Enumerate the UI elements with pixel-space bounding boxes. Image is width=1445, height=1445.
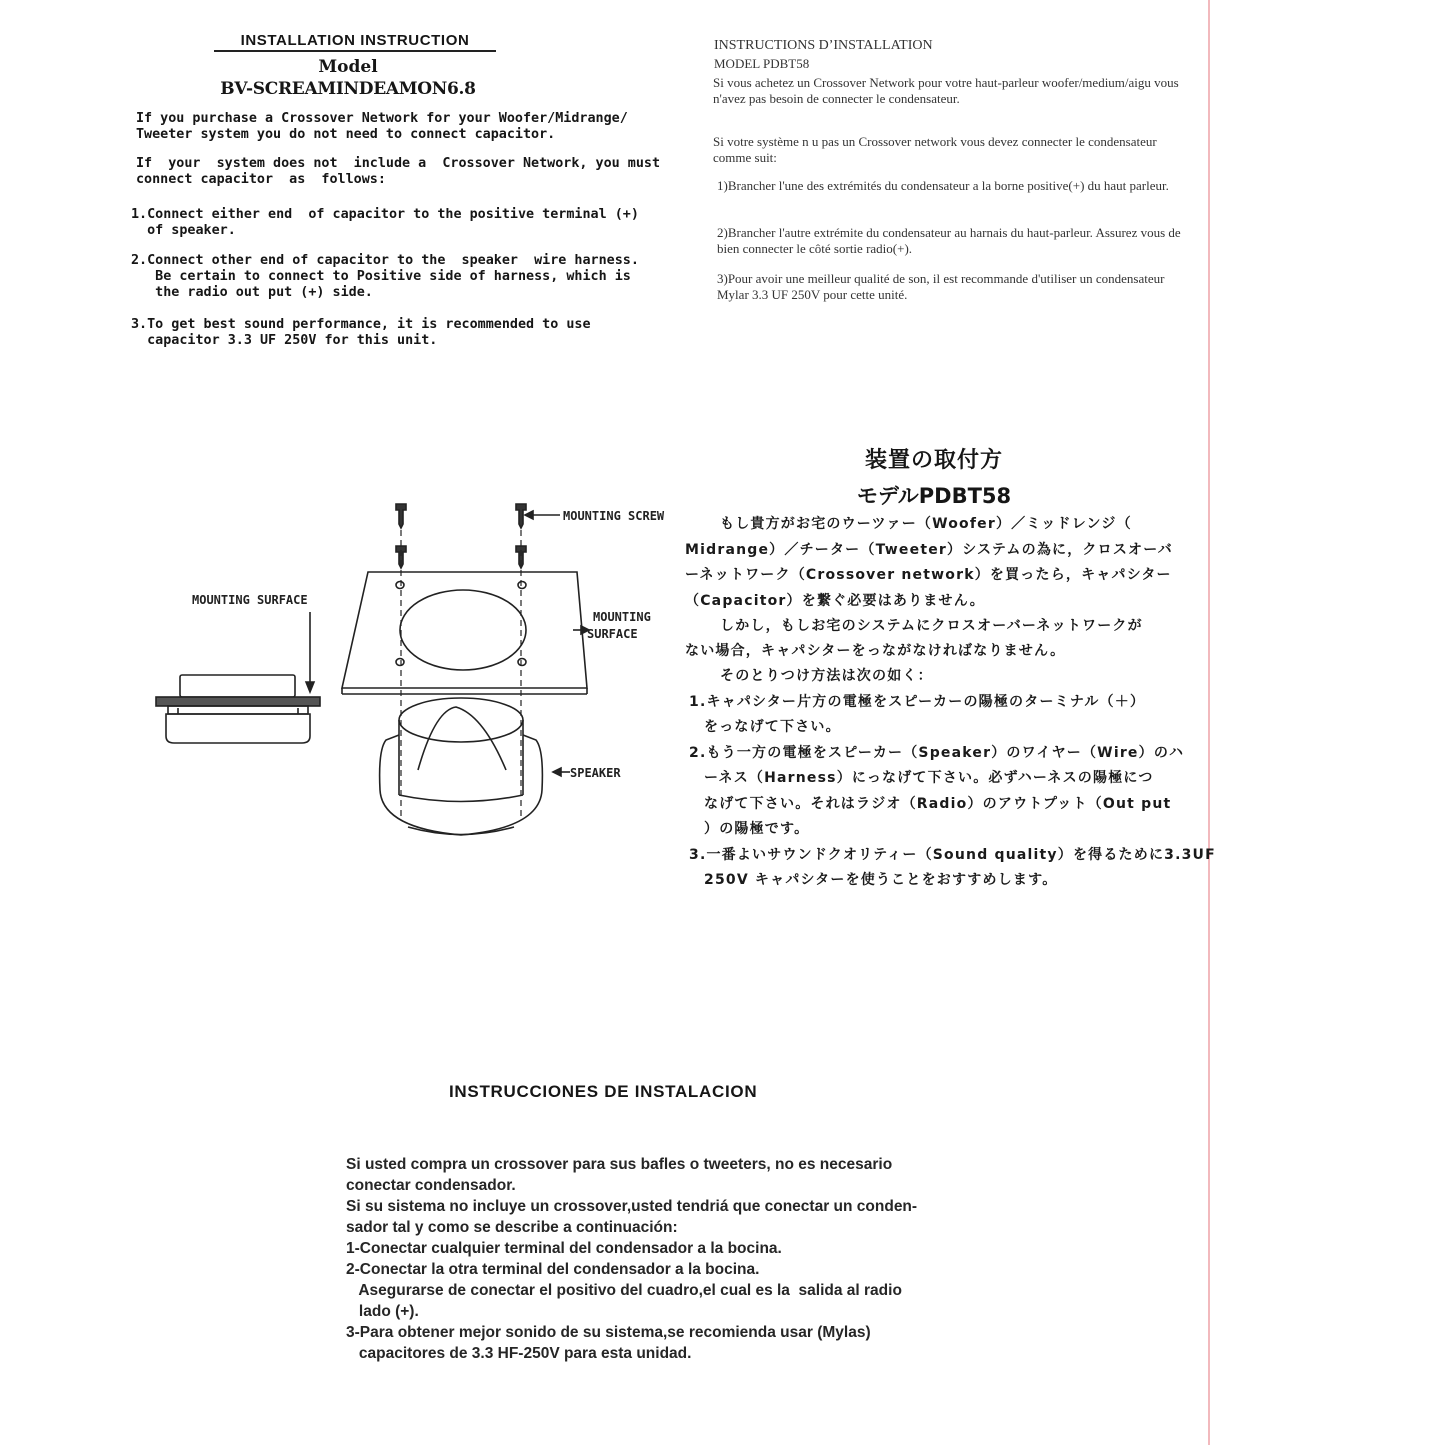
jp-line: そのとりつけ方法は次の如く：: [720, 668, 933, 684]
speaker-illustration: [380, 698, 543, 835]
jp-model: モデルPDBT58: [856, 484, 1012, 508]
en-title: INSTALLATION INSTRUCTION: [214, 32, 496, 52]
jp-line: 2.もう一方の電極をスピーカー（Speaker）のワイヤー（Wire）のハ: [689, 745, 1185, 761]
jp-line: をっなげて下さい。: [704, 719, 841, 735]
en-model-name: BV-SCREAMINDEAMON6.8: [220, 79, 476, 99]
jp-line: Midrange）／チーター（Tweeter）システムの為に，クロスオーバ: [685, 542, 1173, 558]
es-line: lado (+).: [346, 1303, 419, 1320]
fr-paragraph-1: Si vous achetez un Crossover Network pour votre haut-parleur woofer/medium/aigu vous n'avez pas besoin de connecter le condensateur.: [713, 75, 1179, 106]
jp-line: ーネス（Harness）にっなげて下さい。必ずハーネスの陽極につ: [704, 770, 1154, 786]
es-line: sador tal y como se describe a continuación:: [346, 1219, 678, 1236]
jp-line: 1.キャパシター片方の電極をスピーカーの陽極のターミナル（＋）: [689, 694, 1146, 710]
jp-line: ない場合，キャパシターをっながなければなりません。: [685, 643, 1066, 659]
en-paragraph-1: If you purchase a Crossover Network for your Woofer/Midrange/ Tweeter system you do not need to connect capacitor.: [136, 111, 628, 142]
fr-step-3: 3)Pour avoir une meilleur qualité de son, il est recommande d'utiliser un condensateur Mylar 3.3 UF 250V pour cette unité.: [717, 271, 1165, 302]
jp-line: （Capacitor）を繋ぐ必要はありません。: [685, 593, 985, 609]
es-line: Asegurarse de conectar el positivo del cuadro,el cual es la salida al radio: [346, 1282, 902, 1299]
label-speaker: SPEAKER: [570, 766, 621, 780]
fr-title: INSTRUCTIONS D’INSTALLATION: [714, 38, 933, 53]
jp-line: ）の陽極です。: [704, 821, 810, 837]
es-line: Si usted compra un crossover para sus bafles o tweeters, no es necesario: [346, 1156, 893, 1173]
es-line: Si su sistema no incluye un crossover,usted tendriá que conectar un conden-: [346, 1198, 918, 1215]
jp-line: しかし，もしお宅のシステムにクロスオーバーネットワークが: [720, 618, 1143, 634]
mounting-plate: [342, 572, 587, 694]
installation-diagram: [150, 490, 690, 850]
fr-paragraph-2: Si votre système n u pas un Crossover network vous devez connecter le condensateur comme suit:: [713, 134, 1157, 165]
en-step-2: 2.Connect other end of capacitor to the speaker wire harness. Be certain to connect to Positive side of harness, which is the radio out put (+) side.: [131, 253, 639, 300]
es-line: 2-Conectar la otra terminal del condensador a la bocina.: [346, 1261, 760, 1278]
es-line: capacitores de 3.3 HF-250V para esta unidad.: [346, 1345, 692, 1362]
label-mounting-surface-right-1: MOUNTING: [593, 610, 651, 624]
fr-step-2: 2)Brancher l'autre extrémite du condensateur au harnais du haut-parleur. Assurez vous de bien connecter le côté sortie radio(+).: [717, 225, 1181, 256]
jp-line: なげて下さい。それはラジオ（Radio）のアウトプット（Out put: [704, 796, 1172, 812]
en-step-1: 1.Connect either end of capacitor to the positive terminal (+) of speaker.: [131, 207, 639, 238]
label-mounting-surface-left: MOUNTING SURFACE: [192, 593, 308, 607]
fr-model: MODEL PDBT58: [714, 56, 810, 71]
en-model-word: Model: [318, 57, 378, 77]
es-line: 3-Para obtener mejor sonido de su sistema,se recomienda usar (Mylas): [346, 1324, 871, 1341]
fr-step-1: 1)Brancher l'une des extrémités du condensateur a la borne positive(+) du haut parleur.: [717, 178, 1169, 193]
es-line: 1-Conectar cualquier terminal del condensador a la bocina.: [346, 1240, 782, 1257]
label-mounting-screw: MOUNTING SCREW: [563, 509, 665, 523]
jp-line: ーネットワーク（Crossover network）を買ったら，キャパシター: [685, 567, 1172, 583]
es-line: conectar condensador.: [346, 1177, 516, 1194]
jp-line: 3.一番よいサウンドクオリティー（Sound quality）を得るために3.3UF: [689, 847, 1216, 863]
jp-line: もし貴方がお宅のウーツァー（Woofer）／ミッドレンジ（: [720, 516, 1132, 532]
en-paragraph-2: If your system does not include a Crossover Network, you must connect capacitor as follows:: [136, 156, 661, 187]
page-margin-rule: [1208, 0, 1210, 1445]
label-mounting-surface-right-2: SURFACE: [587, 627, 638, 641]
mounting-screws: [396, 504, 560, 568]
es-title: INSTRUCCIONES DE INSTALACION: [449, 1082, 758, 1101]
en-step-3: 3.To get best sound performance, it is recommended to use capacitor 3.3 UF 250V for this unit.: [131, 317, 591, 348]
side-view-illustration: [156, 675, 320, 743]
jp-title: 装置の取付方: [864, 448, 1003, 473]
jp-line: 250V キャパシターを使うことをおすすめします。: [704, 872, 1058, 888]
